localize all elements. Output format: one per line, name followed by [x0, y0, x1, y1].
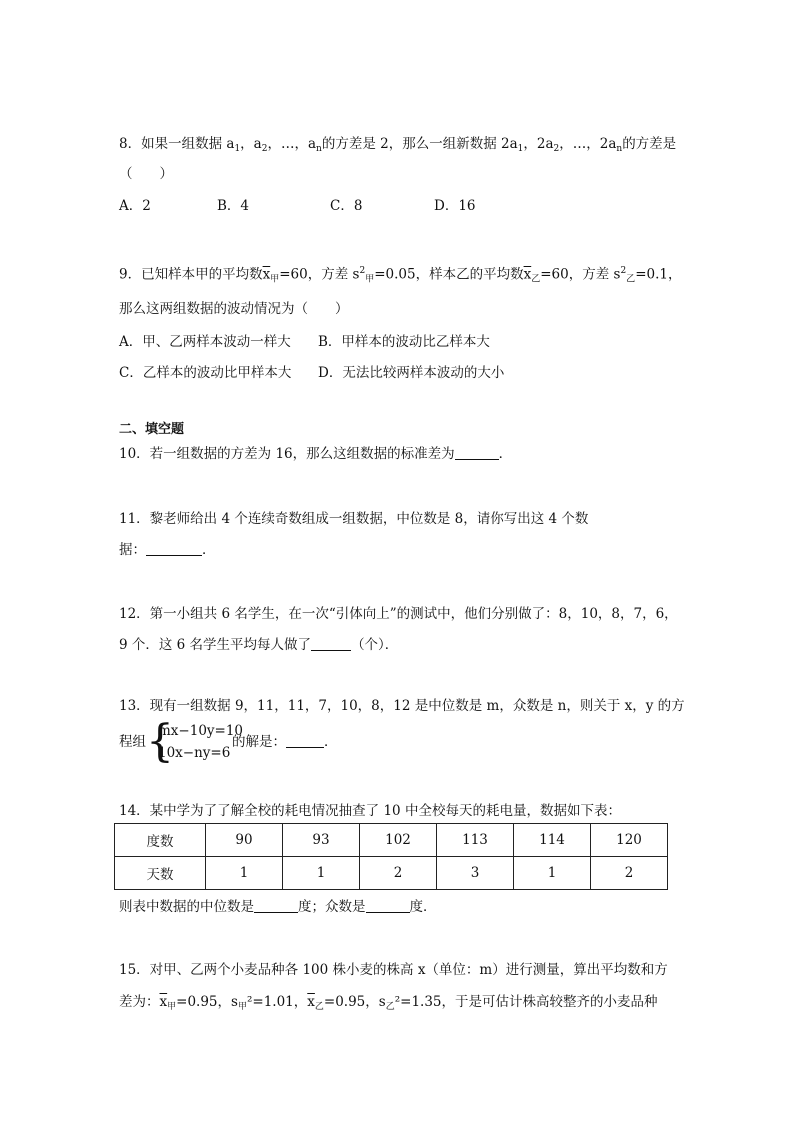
q12-line2: 9 个．这 6 名学生平均每人做了 （个）． — [119, 637, 399, 653]
table-cell: 90 — [206, 824, 283, 857]
q15-line2: 差为：$\overline{x}_甲=0.95$，$s_甲^2=1.01$，$\overline{x}_乙=0.95$，$s_乙^2=1.35$，于是可估计株高较整齐的小麦品种 — [119, 994, 658, 1012]
power-usage-table — [114, 823, 668, 890]
table-cell: 1 — [283, 857, 360, 890]
q8-paren: （ ） — [119, 166, 173, 182]
table-row — [115, 824, 668, 857]
q13-blank[interactable] — [286, 734, 324, 748]
q8-option-a: A．2 — [119, 198, 151, 214]
table-cell: 2 — [591, 857, 668, 890]
q14-after: 则表中数据的中位数是 度；众数是 度． — [119, 899, 437, 915]
q13-eq2: 10x−ny=6 — [158, 745, 231, 761]
q10-blank[interactable] — [455, 446, 499, 460]
table-cell: 天数 — [115, 857, 206, 890]
q10: 10．若一组数据的方差为 16，那么这组数据的标准差为 ． — [119, 446, 513, 462]
q15-line1: 15．对甲、乙两个小麦品种各 100 株小麦的株高 x（单位：m）进行测量，算出平均数和方 — [119, 962, 668, 978]
table-cell: 120 — [591, 824, 668, 857]
q9-option-b: B．甲样本的波动比乙样本大 — [318, 334, 490, 350]
q13-eq1: mx−10y=10 — [158, 723, 244, 739]
table-cell: 度数 — [115, 824, 206, 857]
q9-stem: 9．已知样本甲的平均数$\overline{x}_甲=60$，方差 $s^2_甲=0.05$，样本乙的平均数$\overline{x}_乙=60$，方差 $s^2_乙=0.1$， — [119, 266, 682, 285]
table-cell: 114 — [514, 824, 591, 857]
table-cell: 1 — [206, 857, 283, 890]
table-cell: 2 — [360, 857, 437, 890]
q9-option-d: D．无法比较两样本波动的大小 — [318, 365, 505, 381]
table-cell: 102 — [360, 824, 437, 857]
q13-pre: 程组 — [119, 734, 146, 750]
table-cell: 113 — [437, 824, 514, 857]
q13-post: 的解是： ． — [232, 734, 338, 750]
q8-option-d: D．16 — [434, 198, 476, 214]
q12-blank[interactable] — [311, 637, 351, 651]
q14-blank-mode[interactable] — [366, 899, 410, 913]
q11-line2: 据： ． — [119, 542, 216, 558]
q9-line2: 那么这两组数据的波动情况为（ ） — [119, 301, 349, 317]
q8-stem: 8．如果一组数据 $a_1$，$a_2$，…，$a_n$的方差是 2，那么一组新数据 $2a_1$，$2a_2$，…，$2a_n$的方差是 — [119, 136, 677, 154]
table-cell: 3 — [437, 857, 514, 890]
q9-option-a: A．甲、乙两样本波动一样大 — [119, 334, 291, 350]
q14-blank-median[interactable] — [254, 899, 298, 913]
equation-brace: { — [146, 716, 174, 767]
table-row — [115, 857, 668, 890]
section-title: 二、填空题 — [119, 422, 185, 437]
q9-option-c: C．乙样本的波动比甲样本大 — [119, 365, 292, 381]
q11-line1: 11．黎老师给出 4 个连续奇数组成一组数据，中位数是 8，请你写出这 4 个数 — [119, 511, 589, 527]
table-cell: 93 — [283, 824, 360, 857]
table-cell: 1 — [514, 857, 591, 890]
q12-line1: 12．第一小组共 6 名学生，在一次“引体向上”的测试中，他们分别做了：8，10，8，7，6， — [119, 606, 678, 622]
q8-option-b: B．4 — [217, 198, 250, 214]
q14-line1: 14．某中学为了了解全校的耗电情况抽查了 10 中全校每天的耗电量，数据如下表： — [119, 803, 621, 819]
q8-option-c: C．8 — [330, 198, 363, 214]
q13-line1: 13．现有一组数据 9，11，11，7，10，8，12 是中位数是 m，众数是 n，则关于 x，y 的方 — [119, 698, 685, 714]
q11-blank[interactable] — [146, 542, 202, 556]
